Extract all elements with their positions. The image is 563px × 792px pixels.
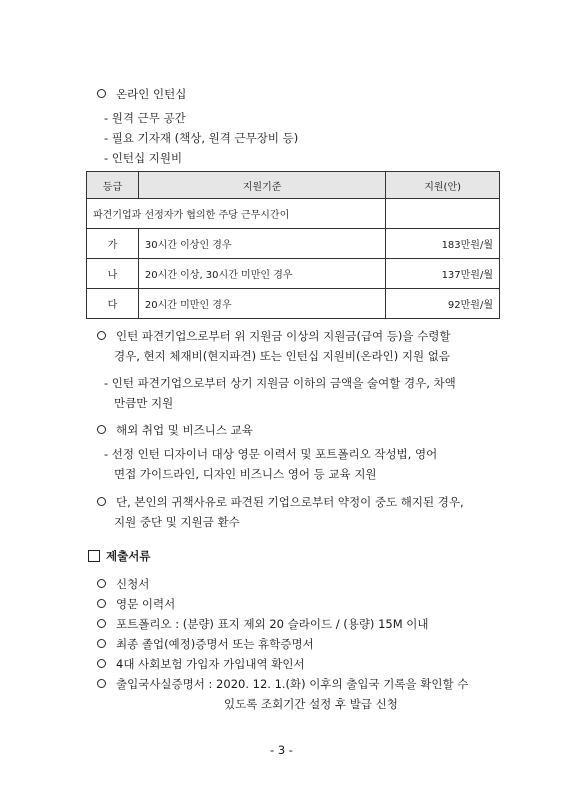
span-row-text: 파견기업과 선정자가 협의한 주당 근무시간이 — [87, 199, 386, 229]
circle-bullet-icon — [97, 659, 106, 668]
row-criteria: 20시간 이상, 30시간 미만인 경우 — [138, 259, 385, 289]
table-header-row — [87, 172, 500, 199]
square-bullet-icon — [88, 550, 100, 562]
business-sub-line2: 면접 가이드라인, 디자인 비즈니스 영어 등 교육 지원 — [114, 467, 377, 481]
online-item-allowance: - 인턴십 지원비 — [104, 151, 183, 165]
row-criteria: 30시간 이상인 경우 — [138, 229, 385, 259]
header-criteria: 지원기준 — [138, 172, 385, 199]
header-amount: 지원(안) — [386, 172, 500, 199]
circle-bullet-icon — [97, 639, 106, 648]
business-sub-line1: - 선정 인턴 디자이너 대상 영문 이력서 및 포트폴리오 작성법, 영어 — [104, 447, 438, 461]
circle-bullet-icon — [97, 89, 106, 98]
span-row-empty — [386, 199, 500, 229]
circle-bullet-icon — [97, 679, 106, 688]
refund-para-line2: 지원 중단 및 지원금 환수 — [114, 515, 240, 529]
circle-bullet-icon — [97, 619, 106, 628]
row-grade: 가 — [87, 229, 139, 259]
table-row — [87, 289, 500, 319]
document-item: 최종 졸업(예정)증명서 또는 휴학증명서 — [97, 636, 314, 652]
allowance-table — [86, 171, 500, 319]
table-span-row — [87, 199, 500, 229]
row-amount: 137만원/월 — [386, 259, 500, 289]
header-grade: 등급 — [87, 172, 139, 199]
support-para-line2: 경우, 현지 체재비(현지파견) 또는 인턴십 지원비(온라인) 지원 없음 — [114, 349, 451, 363]
document-item: 포트폴리오 : (분량) 표지 제외 20 슬라이드 / (용량) 15M 이내 — [97, 616, 429, 632]
table-row — [87, 229, 500, 259]
row-grade: 나 — [87, 259, 139, 289]
document-item: 영문 이력서 — [97, 596, 175, 612]
business-heading: 해외 취업 및 비즈니스 교육 — [97, 422, 253, 438]
online-item-equipment: - 필요 기자재 (책상, 원격 근무장비 등) — [104, 131, 299, 145]
circle-bullet-icon — [97, 579, 106, 588]
row-amount: 183만원/월 — [386, 229, 500, 259]
support-sub-line1: - 인턴 파견기업으로부터 상기 지원금 이하의 금액을 술여할 경우, 차액 — [104, 376, 456, 390]
documents-heading: 제출서류 — [88, 548, 150, 564]
document-item-continuation: 있도록 조회기간 설정 후 발급 신청 — [224, 697, 398, 711]
circle-bullet-icon — [97, 331, 106, 340]
refund-para-line1: 단, 본인의 귀책사유로 파견된 기업으로부터 약정이 중도 해지된 경우, — [97, 494, 464, 510]
table-row — [87, 259, 500, 289]
document-item: 출입국사실증명서 : 2020. 12. 1.(화) 이후의 출입국 기록을 확인할 수 — [97, 676, 468, 692]
support-sub-line2: 만큼만 지원 — [114, 396, 174, 410]
row-amount: 92만원/월 — [386, 289, 500, 319]
online-internship-heading: 온라인 인턴십 — [97, 86, 186, 102]
circle-bullet-icon — [97, 599, 106, 608]
support-para-line1: 인턴 파견기업으로부터 위 지원금 이상의 지원금(급여 등)을 수령할 — [97, 328, 451, 344]
online-item-workspace: - 원격 근무 공간 — [104, 111, 186, 125]
row-grade: 다 — [87, 289, 139, 319]
document-item: 신청서 — [97, 576, 149, 592]
row-criteria: 20시간 미만인 경우 — [138, 289, 385, 319]
circle-bullet-icon — [97, 497, 106, 506]
circle-bullet-icon — [97, 425, 106, 434]
page-number: - 3 - — [270, 743, 293, 757]
document-item: 4대 사회보험 가입자 가입내역 확인서 — [97, 656, 305, 672]
